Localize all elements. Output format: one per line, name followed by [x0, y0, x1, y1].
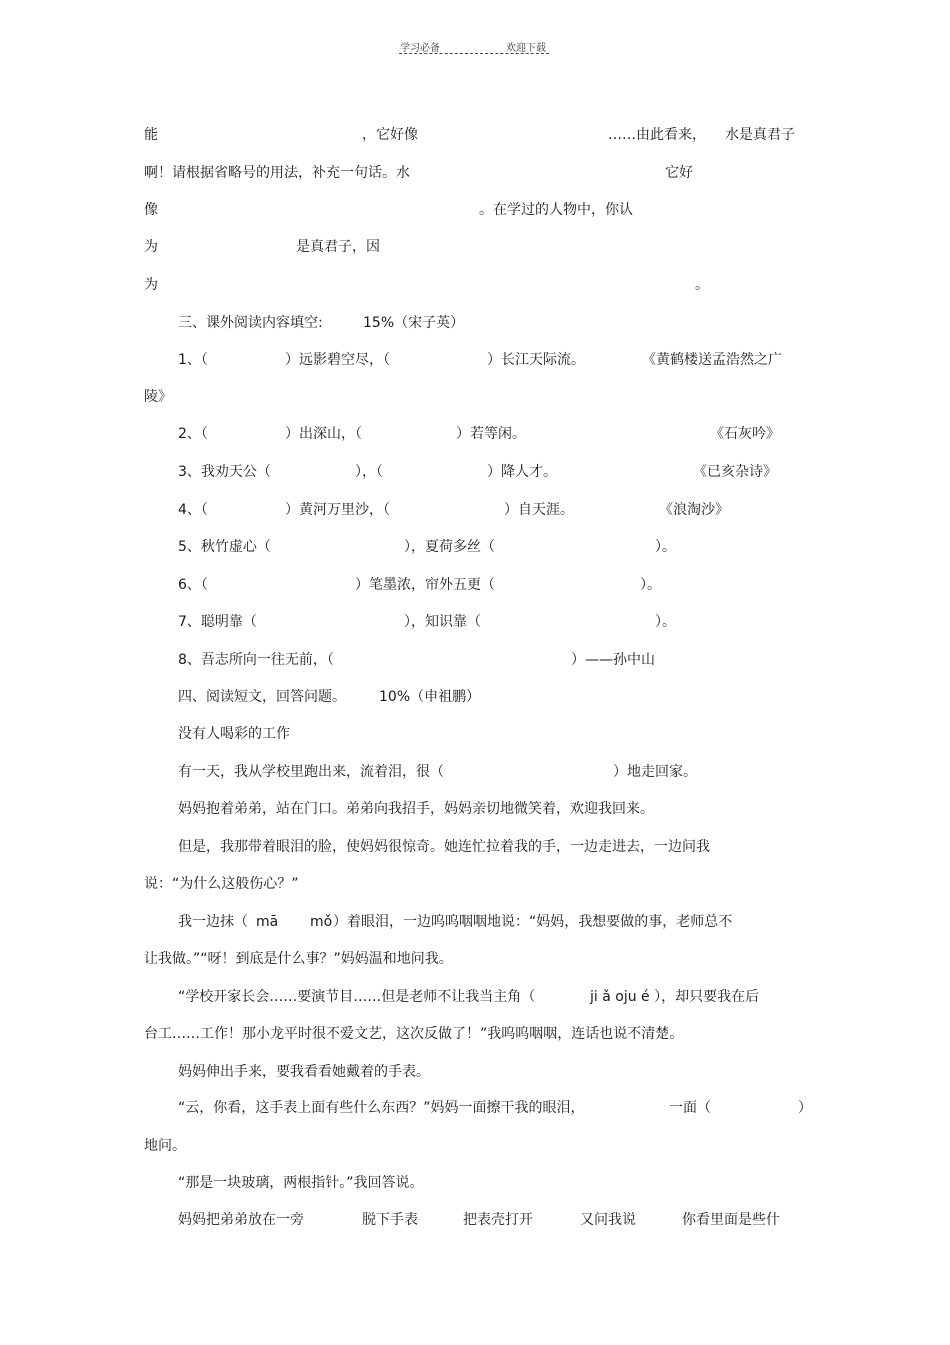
text-run: ）远影碧空尽，（: [285, 352, 390, 368]
text-run: 台工……工作！那小龙平时很不爱文艺，这次反做了！”我呜呜咽咽，连话也说不清楚。: [144, 1026, 684, 1042]
text-run: 像: [144, 202, 158, 218]
text-run: 7、聪明靠（: [178, 614, 257, 630]
text-run: 但是，我那带着眼泪的脸，使妈妈很惊奇。她连忙拉着我的手，一边走进去，一边问我: [178, 839, 710, 855]
text-run: “云，你看，这手表上面有些什么东西？”妈妈一面擦干我的眼泪，: [178, 1100, 585, 1116]
text-run: 1、（: [178, 352, 208, 368]
text-run: 说：“为什么这般伤心？”: [144, 876, 299, 892]
text-run: 脱下手表: [362, 1212, 418, 1228]
header-right-text: 欢迎下载: [506, 43, 546, 54]
text-run: 《石灰吟》: [710, 426, 780, 442]
text-run: 《黄鹤楼送孟浩然之广: [642, 352, 782, 368]
text-run: 四、阅读短文，回答问题。: [178, 689, 346, 705]
text-run: ）若等闲。: [456, 426, 526, 442]
text-run: 为: [144, 277, 158, 293]
text-run: 我一边抹（: [178, 914, 248, 930]
text-run: 啊！请根据省略号的用法，补充一句话。水: [144, 165, 410, 181]
text-run: 三、课外阅读内容填空:: [178, 315, 323, 331]
text-run: 3、我劝天公（: [178, 464, 271, 480]
text-run: ）笔墨浓，帘外五更（: [355, 577, 495, 593]
text-run: ）着眼泪，一边呜呜咽咽地说：“妈妈，我想要做的事，老师总不: [333, 914, 733, 930]
text-run: 让我做。”“呀！到底是什么事？”妈妈温和地问我。: [144, 951, 453, 967]
text-run: 又问我说: [580, 1212, 636, 1228]
text-run: ）地走回家。: [613, 764, 697, 780]
text-run: 水是真君子: [725, 127, 795, 143]
text-run: 。: [695, 277, 709, 293]
text-run: ）自天涯。: [504, 502, 574, 518]
text-run: ）。: [655, 614, 676, 630]
text-run: ）。: [640, 577, 661, 593]
text-run: ）黄河万里沙，（: [285, 502, 390, 518]
text-run: ）出深山，（: [285, 426, 362, 442]
text-run: 10%（申祖鹏）: [379, 689, 481, 705]
text-run: ），夏荷多丝（: [404, 539, 495, 555]
text-run: 《已亥杂诗》: [693, 464, 777, 480]
text-run: mā: [256, 914, 279, 930]
text-run: 。在学过的人物中，你认: [479, 202, 633, 218]
text-run: ）: [798, 1100, 812, 1116]
text-run: 是真君子，因: [296, 239, 380, 255]
text-run: 陵》: [144, 389, 172, 405]
text-run: ）。: [655, 539, 676, 555]
text-run: 它好: [665, 165, 693, 181]
text-run: 没有人喝彩的工作: [178, 726, 290, 742]
text-run: “那是一块玻璃，两根指针。”我回答说。: [178, 1175, 424, 1191]
text-run: 一面（: [669, 1100, 711, 1116]
text-run: ji ǎ oju é ），却只要我在后: [590, 989, 760, 1005]
text-run: ），（: [355, 464, 383, 480]
header-divider: [399, 53, 549, 54]
text-run: 能: [144, 127, 158, 143]
text-run: 有一天，我从学校里跑出来，流着泪，很（: [178, 764, 444, 780]
text-run: 妈妈伸出手来，要我看看她戴着的手表。: [178, 1064, 430, 1080]
text-run: mǒ: [310, 914, 333, 930]
text-run: 4、（: [178, 502, 208, 518]
text-run: 8、吾志所向一往无前，（: [178, 652, 334, 668]
text-run: ），知识靠（: [404, 614, 481, 630]
text-run: ）长江天际流。: [487, 352, 585, 368]
text-run: 妈妈把弟弟放在一旁: [178, 1212, 304, 1228]
text-run: 你看里面是些什: [682, 1212, 780, 1228]
text-run: ……由此看来，: [608, 127, 706, 143]
header-left-text: 学习必备: [400, 43, 440, 54]
text-run: 妈妈抱着弟弟，站在门口。弟弟向我招手，妈妈亲切地微笑着，欢迎我回来。: [178, 801, 654, 817]
text-run: ）——孙中山: [571, 652, 655, 668]
text-run: ）降人才。: [487, 464, 557, 480]
text-run: 为: [144, 239, 158, 255]
text-run: ，它好像: [362, 127, 418, 143]
text-run: “学校开家长会……要演节目……但是老师不让我当主角（: [178, 989, 536, 1005]
text-run: 把表壳打开: [463, 1212, 533, 1228]
text-run: 地问。: [144, 1138, 186, 1154]
text-run: 6、（: [178, 577, 208, 593]
text-run: 15%（宋子英）: [363, 315, 465, 331]
text-run: 2、（: [178, 426, 208, 442]
text-run: 《浪淘沙》: [659, 502, 729, 518]
text-run: 5、秋竹虚心（: [178, 539, 271, 555]
